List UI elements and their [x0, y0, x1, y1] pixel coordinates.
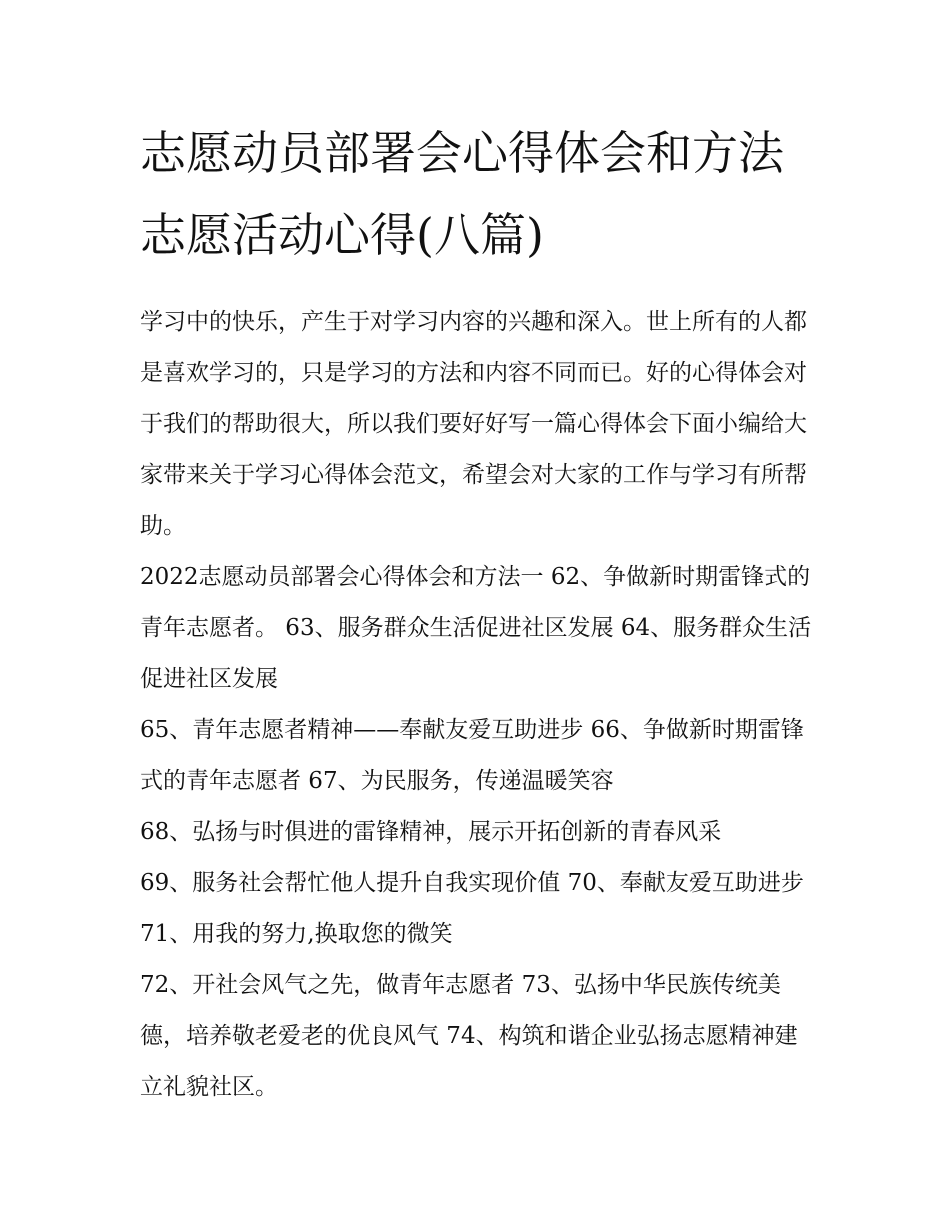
document-title: 志愿动员部署会心得体会和方法 志愿活动心得(八篇) — [140, 126, 784, 262]
intro-paragraph: 学习中的快乐，产生于对学习内容的兴趣和深入。世上所有的人都是喜欢学习的，只是学习的方法和内容不同而已。好的心得体会对于我们的帮助很大，所以我们要好好写一篇心得体会下面小编给大家带来关于学习心得体会范文，希望会对大家的工作与学习有所帮助。 — [140, 309, 807, 539]
document-body — [140, 112, 815, 1113]
slogan-paragraph-1: 2022志愿动员部署会心得体会和方法一 62、争做新时期雷锋式的青年志愿者。 63、服务群众生活促进社区发展 64、服务群众生活促进社区发展 — [140, 564, 812, 692]
slogan-paragraph-3: 68、弘扬与时俱进的雷锋精神，展示开拓创新的青春风采 — [140, 819, 722, 845]
slogan-paragraph-5: 72、开社会风气之先，做青年志愿者 73、弘扬中华民族传统美德，培养敬老爱老的优良风气 74、构筑和谐企业弘扬志愿精神建立礼貌社区。 — [140, 972, 798, 1100]
slogan-paragraph-4: 69、服务社会帮忙他人提升自我实现价值 70、奉献友爱互助进步 71、用我的努力,换取您的微笑 — [140, 870, 804, 947]
slogan-paragraph-2: 65、青年志愿者精神——奉献友爱互助进步 66、争做新时期雷锋式的青年志愿者 67、为民服务，传递温暖笑容 — [140, 717, 804, 794]
